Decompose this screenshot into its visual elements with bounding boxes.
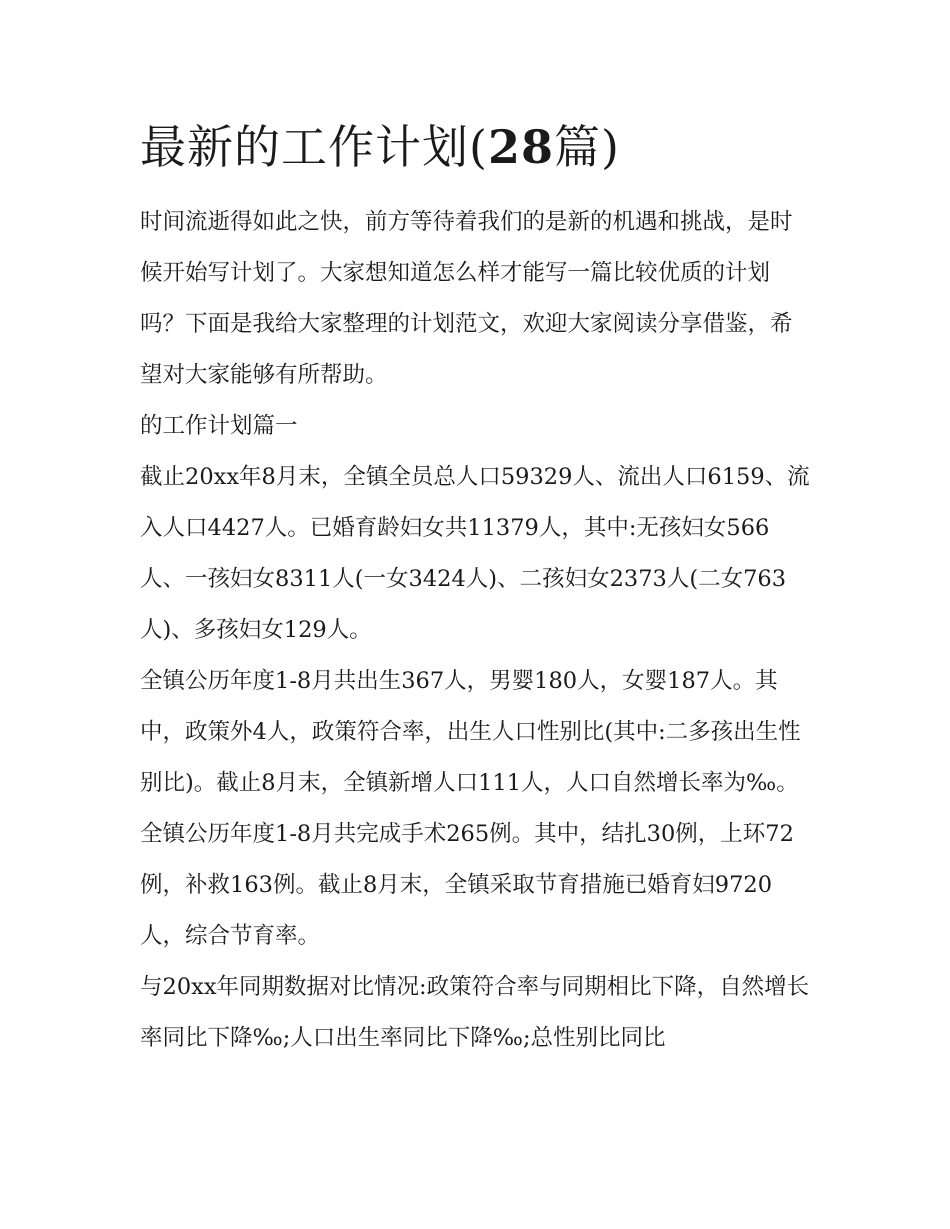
section-heading: 的工作计划篇一 [140, 413, 298, 439]
population-paragraph: 截止20xx年8月末，全镇全员总人口59329人、流出人口6159、流入人口4427人。已婚育龄妇女共11379人，其中:无孩妇女566人、一孩妇女8311人(一女3424人)、二孩妇女2373人(二女763人)、多孩妇女129人。 [140, 464, 810, 643]
births-paragraph: 全镇公历年度1-8月共出生367人，男婴180人，女婴187人。其中，政策外4人，政策符合率，出生人口性别比(其中:二多孩出生性别比)。截止8月末，全镇新增人口111人，人口自然增长率为‰。 [140, 668, 801, 796]
title-prefix: 最新的工作计划( [140, 120, 488, 174]
surgery-paragraph: 全镇公历年度1-8月共完成手术265例。其中，结扎30例，上环72例，补救163例。截止8月末，全镇采取节育措施已婚育妇9720人，综合节育率。 [140, 821, 794, 949]
intro-paragraph: 时间流逝得如此之快，前方等待着我们的是新的机遇和挑战，是时候开始写计划了。大家想知道怎么样才能写一篇比较优质的计划吗？下面是我给大家整理的计划范文，欢迎大家阅读分享借鉴，希望对大家能够有所帮助。 [140, 209, 793, 388]
title-number: 28 [487, 120, 554, 174]
comparison-paragraph: 与20xx年同期数据对比情况:政策符合率与同期相比下降，自然增长率同比下降‰;人口出生率同比下降‰;总性别比同比 [140, 974, 810, 1051]
document-title [140, 116, 820, 178]
document-body [140, 197, 812, 1064]
title-suffix: 篇) [553, 120, 620, 174]
